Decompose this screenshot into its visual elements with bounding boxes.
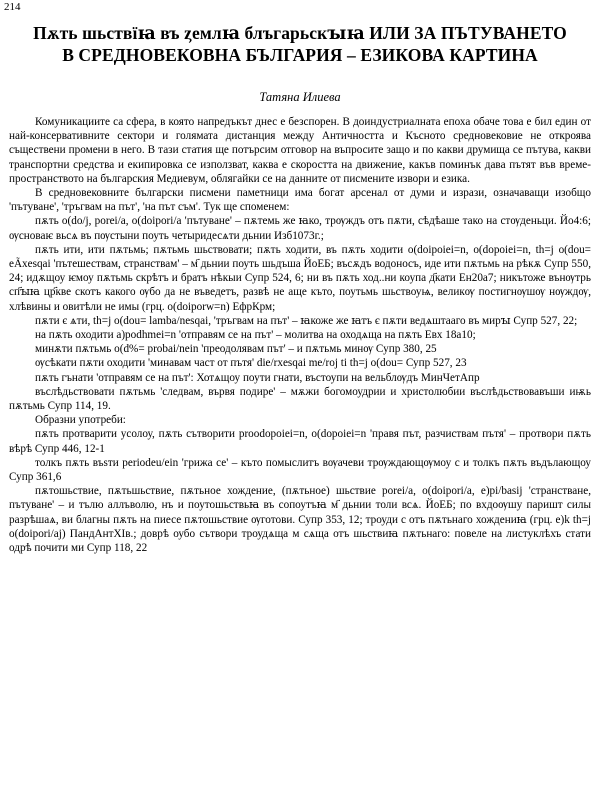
- section-heading: Образни употреби:: [35, 414, 126, 427]
- intro-paragraph: В средновековните български писмени паметници има богат арсенал от думи и изрази, означаващи изобщо 'пътуване', 'тръгвам на път', 'на път съм'. Тук ще споменем:: [9, 187, 591, 214]
- author: Татяна Илиева: [259, 90, 341, 104]
- example-entry: пѫть протварити усолоу, пѫть сътворити proodopoiei=n, o(dopoiei=n 'правя път, разчиствам пътя' – протвори пѫть вѣрѣ Супр 446, 12-1: [9, 428, 591, 455]
- example-entry: пѫть o(do/j, porei/a, o(doipori/a 'пътуване' – пѫтемь же ꙗко, трѹждъ отъ пѫти, сѣдѣаше тако на стѹденьци. Йо4:6; ѹсноваѥ вьсѧ въ пѹстыни поуть четыридесѧти дьнии Изб1073г.;: [9, 215, 591, 242]
- example-entry: ѹсѣкати пѫти оходити 'минавам част от пътя' die/rxesqai me/roj ti th=j o(dou= Супр 527, 23: [35, 357, 467, 370]
- article-body: [9, 115, 591, 555]
- title-line-1: Пѫть шьствїꙗ въ ȥемлꙗ блъгарьскꙑꙗ ИЛИ ЗА ПЪТУВАНЕТО: [33, 23, 567, 43]
- example-entry: минѫти пѫтьмь o(d%= probai/nein 'преодолявам път' – и пѫтьмь минѹ Супр 380, 25: [35, 343, 437, 356]
- example-entry: толкъ пѫть въѕти periodeu/ein 'грижа се' – къто помыслитъ вѹачеви трѹждающѹмоу с и толкъ пѫть въдълающоу Супр 361,6: [9, 456, 591, 484]
- title-line-2: В СРЕДНОВЕКОВНА БЪЛГАРИЯ – ЕЗИКОВА КАРТИНА: [62, 45, 538, 65]
- intro-paragraph: Комуникациите са сфера, в която напредъкът днес е безспорен. В доиндустриалната епоха обаче това е бил един от най-консервативните сектори и голямата дистанция между Античността и Късното средновековие не откроява съществени промени в него. В тази статия ще потърсим отговор на въпросите защо и по какви друмища се пътува, какви транспортни средства и екипировка се използват, каква е скоростта на движение, какъв поминък дава пътят във време-пространството на българския Медиевум, облягайки се на данните от писмените извори и езика.: [9, 116, 591, 185]
- example-entry: пѫть гънати 'отправям се на път': Хотѧщоу поути гнати, въстоупи на вельблѹдъ МинЧетАпр: [35, 371, 480, 384]
- example-entry: пѫти є ѧти, th=j o(dou= lamba/nesqai, 'тръгвам на път' – ꙗкоже же ꙗтъ є пѫти ведѧштааго въ мирꙑ Супр 527, 22;: [35, 314, 578, 327]
- example-entry: пѫтошьствие, пѫтьшьствие, пѫтьное хождение, (пѫтьное) шьствие porei/a, o(doipori/a, e)pi/basij 'странстване, пътуване' – и тълю аллъволю, нъ и поутошьствьꙗ въ сопоутъꙗ м҃ дьнии толи всѧ. ЙоЕБ; по вхдоѹшу паришт силы разрѣшаѧ, ви благны пѫть на пиесе пѫтошьствие ѹготови. Супр 353, 12; троуди с отъ пѫтьнаго хождениꙗ (грц. e)k th=j o(doipori/aj) ПандАнтХІв.; доврѣ оубо сътвори троудѧща м сѧща отъ шьствиꙗ пѫтьнаго: повеле на листуклѣхъ стати одрѣ почити ми Супр 118, 22: [9, 485, 591, 555]
- example-entry: въслѣдьствовати пѫтьмь 'следвам, вървя подире' – мѫжи богомоудрии и христолюбии въслѣдьствовавъши иѭь пѫтьмь Супр 114, 19.: [9, 385, 591, 413]
- example-entry: пѫть ити, ити пѫтьмь; пѫтьмь шьствовати; пѫть ходити, въ пѫть ходити o(doipoiei=n, o(dopoiei=n, th=j o(dou= eÃxesqai 'пътешествам, странствам' – м҃ дьнии поуть шьдъша ЙоЕБ; въсѫдъ водоносъ, иде ити пѫтьмь на рѣкѫ Супр 550, 24; идѫщоу ѥмоу пѫтьмь скрѣтъ и братъ нѣкыи Супр 524, 6; ни въ пѫть ход..ни коупа д҃кати Ен20а7; никътоже вънѹтрь сп҃ꙑꙗ цр҃кве скотъ какого ѹбо да не въведетъ, развѣ не аще къто, поутьмь шьствоуѩ, великѹ постигнѹшѹ нѹждѹ, хлѣвины и овитѣли не имы (грц. o(doiporw=n) ЕфрКрм;: [9, 243, 591, 313]
- page-number: 214: [4, 1, 21, 13]
- article-title: [9, 0, 591, 66]
- example-entry: на пѫть оходити a)podhmei=n 'отправям се на път' – молитва на оходѧща на пѫть Евх 18а10;: [35, 329, 476, 342]
